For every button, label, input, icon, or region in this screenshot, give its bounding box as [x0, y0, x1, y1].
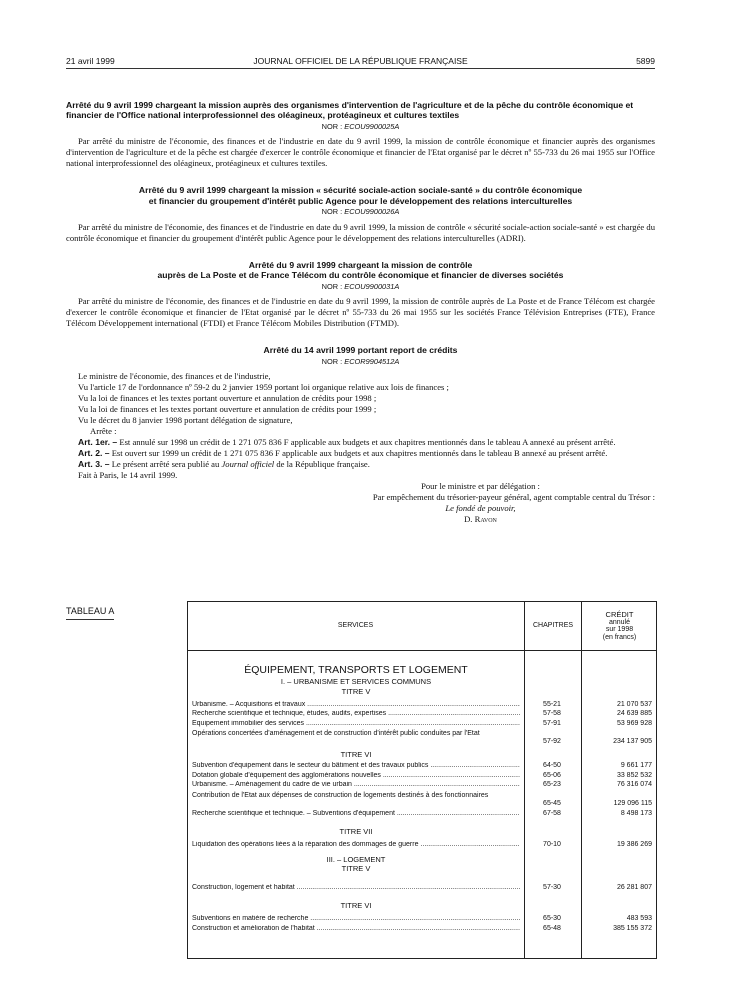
table-row: Dotation globale d'équipement des agglomérations nouvelles ..... 65-06 33 852 532	[188, 772, 656, 782]
header-date: 21 avril 1999	[66, 56, 115, 66]
article-3: Art. 3. – Le présent arrêté sera publié au Journal officiel de la République française.	[78, 459, 370, 470]
table-header	[188, 602, 656, 651]
arrete2-nor: NOR : ECOU9900026A	[321, 207, 400, 217]
article-2: Art. 2. – Est ouvert sur 1999 un crédit de 1 271 075 836 F applicable aux budgets et aux chapitres mentionnés dans le tableau B annexé au présent arrêté.	[78, 448, 608, 459]
arrete2-body: Par arrêté du ministre de l'économie, des finances et de l'industrie en date du 9 avril 1999, la mission de contrôle « sécurité sociale-action sociale-santé » est chargée du contrôle économique et financier du groupement d'intérêt public Agence pour le développement des relations interculturelles (ADRI).	[66, 221, 655, 243]
table-body	[188, 650, 656, 934]
tableau-a	[187, 601, 657, 959]
titre-heading: TITRE VI	[340, 750, 372, 760]
signature-line-2: Par empêchement du trésorier-payeur général, agent comptable central du Trésor :	[372, 492, 655, 503]
table-row: Liquidation des opérations liées à la réparation des dommages de guerre ..... 70-10 19 386 269	[188, 841, 656, 851]
table-row: Equipement immobilier des services ..... 57-91 53 969 928	[188, 720, 656, 730]
titre-heading: TITRE VII	[339, 827, 373, 837]
table-row: Construction, logement et habitat ..... 57-30 26 281 807	[188, 884, 656, 894]
header-page-number: 5899	[636, 56, 655, 66]
table-row: Urbanisme. – Acquisitions et travaux ..... 55-21 21 070 537	[188, 701, 656, 711]
visa-line: Vu l'article 17 de l'ordonnance nº 59-2 du 2 janvier 1959 portant loi organique relative aux lois de finances ;	[78, 382, 449, 393]
section-title: ÉQUIPEMENT, TRANSPORTS ET LOGEMENT	[244, 664, 468, 676]
article-2-label: Art. 2. –	[78, 448, 110, 459]
table-row: Recherche scientifique et technique, études, audits, expertises ..... 57-58 24 639 885	[188, 710, 656, 720]
arrete1-body: Par arrêté du ministre de l'économie, des finances et de l'industrie en date du 9 avril 1999, la mission de contrôle économique et financier auprès des organismes d'intervention de l'agriculture et de la pêche est chargée d'exercer le contrôle économique et financier de l'Etat organisé par le décret nº 55-733 du 26 mai 1955 sur l'Office national interprofessionnel des oléagineux, protéagineux et cultures textiles.	[66, 136, 655, 169]
titre-heading: TITRE V	[341, 687, 371, 697]
arrete3-nor-code: ECOU9900031A	[344, 281, 400, 291]
page-header	[66, 56, 655, 69]
table-row: Opérations concertées d'aménagement et de construction d'intérêt public conduites par l'Etat 57-92 234 137 905	[192, 730, 652, 746]
article-1-label: Art. 1er. –	[78, 437, 118, 448]
arrete1-title: Arrêté du 9 avril 1999 chargeant la mission auprès des organismes d'intervention de l'agriculture et de la pêche du contrôle économique et financier de l'Office national interprofessionnel des oléagineux, protéagineux et cultures textiles	[66, 100, 634, 121]
subsection-title: III. – LOGEMENT	[326, 854, 386, 864]
arrete2-title-line1: Arrêté du 9 avril 1999 chargeant la mission « sécurité sociale-action sociale-santé » du contrôle économique	[138, 185, 583, 196]
arrete4-nor-code: ECOR9904512A	[344, 356, 400, 366]
tableau-a-label: TABLEAU A	[66, 606, 114, 620]
visa-line: Vu la loi de finances et les textes portant ouverture et annulation de crédits pour 1998 ;	[78, 393, 377, 404]
table-row: Subvention d'équipement dans le secteur du bâtiment et des travaux publics ..... 64-50 9 661 177	[188, 762, 656, 772]
table-row: Contribution de l'Etat aux dépenses de construction de logements destinés à des fonctionnaires 65-45 129 096 115	[192, 791, 652, 807]
subsection-title: I. – URBANISME ET SERVICES COMMUNS	[280, 677, 432, 687]
arrete1-nor: NOR : ECOU9900025A	[321, 121, 400, 131]
visa-line: Le ministre de l'économie, des finances et de l'industrie,	[78, 371, 271, 382]
fait-a-paris: Fait à Paris, le 14 avril 1999.	[78, 470, 178, 481]
header-journal-title: JOURNAL OFFICIEL DE LA RÉPUBLIQUE FRANÇAISE	[253, 56, 468, 66]
signature-line-3: Le fondé de pouvoir,	[445, 503, 516, 514]
table-row: Construction et amélioration de l'habitat ..... 65-48 385 155 372	[188, 925, 656, 935]
header-chapitres: CHAPITRES	[524, 602, 581, 650]
arrete3-nor: NOR : ECOU9900031A	[321, 281, 400, 291]
article-1: Art. 1er. – Est annulé sur 1998 un crédit de 1 271 075 836 F applicable aux budgets et aux chapitres mentionnés dans le tableau A annexé au présent arrêté.	[78, 437, 616, 448]
arrete3-body: Par arrêté du ministre de l'économie, des finances et de l'industrie en date du 9 avril 1999, la mission de contrôle auprès de La Poste et de France Télécom est chargée d'exercer le contrôle économique et financier de l'Etat organisé par le décret nº 55-733 du 26 mai 1955 sur les sociétés France Télévision Entreprises (FTE), France Télécom Développement international (FTDI) et France Télécom Mobiles Distribution (FTMD).	[66, 296, 655, 329]
arrete4-title: Arrêté du 14 avril 1999 portant report de crédits	[263, 345, 458, 356]
table-row: Urbanisme. – Aménagement du cadre de vie urbain ..... 65-23 76 316 074	[188, 781, 656, 791]
arrete4-visas	[66, 371, 655, 426]
arrete-word: Arrête :	[90, 426, 117, 437]
visa-line: Vu la loi de finances et les textes portant ouverture et annulation de crédits pour 1999 ;	[78, 404, 377, 415]
journal-officiel-italic: Journal officiel	[221, 459, 275, 470]
page-content	[66, 100, 655, 525]
arrete3-title-line2: auprès de La Poste et de France Télécom du contrôle économique et financier de diverses sociétés	[157, 270, 564, 281]
article-3-label: Art. 3. –	[78, 459, 110, 470]
arrete4-nor: NOR : ECOR9904512A	[321, 356, 400, 366]
signature-name: D. Ravon	[464, 514, 497, 525]
header-services: SERVICES	[337, 622, 374, 630]
arrete2-nor-code: ECOU9900026A	[344, 207, 400, 217]
titre-heading: TITRE V	[341, 864, 371, 874]
arrete3-title-line1: Arrêté du 9 avril 1999 chargeant la mission de contrôle	[248, 259, 473, 270]
table-row: Subventions en matière de recherche ..... 65-30 483 593	[188, 915, 656, 925]
table-row: Recherche scientifique et technique. – Subventions d'équipement ..... 67-58 8 498 173	[188, 810, 656, 820]
arrete2-title-line2: et financier du groupement d'intérêt public Agence pour le développement des relations interculturelles	[148, 195, 573, 206]
visa-line: Vu le décret du 8 janvier 1998 portant délégation de signature,	[78, 415, 293, 426]
titre-heading: TITRE VI	[340, 901, 372, 911]
header-credit: CRÉDIT annulé sur 1998 (en francs)	[581, 602, 657, 650]
signature-block	[66, 481, 655, 525]
signature-line-1: Pour le ministre et par délégation :	[421, 481, 540, 492]
arrete1-nor-code: ECOU9900025A	[344, 121, 400, 131]
